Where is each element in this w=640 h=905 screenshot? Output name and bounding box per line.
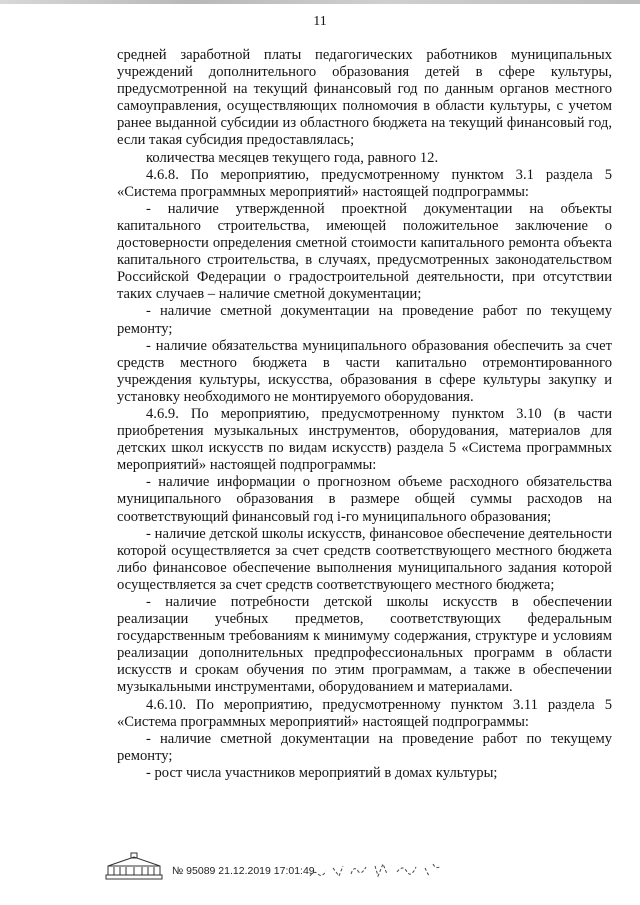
- paragraph: - наличие потребности детской школы искусств в обеспечении реализации учебных предметов, соответствующих федеральным государственным требованиям к минимуму содержания, структуре и условиям реализации дополнительных предпрофессиональных программ в области искусств и срокам обучения по этим программам, а также в обеспечении музыкальными инструментами, оборудованием и материалами.: [117, 594, 612, 696]
- paragraph: - наличие детской школы искусств, финансовое обеспечение деятельности которой осуществляется за счет средств соответствующего местного бюджета либо финансовое обеспечение выполнения муниципального задания которой осуществляется за счет средств соответствующего местного бюджета;: [117, 525, 612, 593]
- building-stamp-icon: [105, 852, 163, 880]
- paragraph: - наличие сметной документации на проведение работ по текущему ремонту;: [117, 303, 612, 337]
- paragraph: - наличие обязательства муниципального образования обеспечить за счет средств местного бюджета в части капитально отремонтированного учреждения культуры, искусства, образования в сфере культуры закупку и установку необходимого не монтируемого оборудования.: [117, 337, 612, 405]
- paragraph: - наличие информации о прогнозном объеме расходного обязательства муниципального образования в размере общей суммы расходов на соответствующий финансовый год i-го муниципального образования;: [117, 474, 612, 525]
- paragraph: количества месяцев текущего года, равного 12.: [146, 149, 439, 166]
- paragraph: - рост числа участников мероприятий в домах культуры;: [146, 764, 498, 781]
- document-registration-info: № 95089 21.12.2019 17:01:49: [172, 865, 315, 877]
- paragraph: 4.6.10. По мероприятию, предусмотренному пунктом 3.11 раздела 5 «Система программных мероприятий» настоящей подпрограммы:: [117, 696, 612, 730]
- page-number: 11: [313, 14, 327, 29]
- paragraph: средней заработной платы педагогических работников муниципальных учреждений дополнительного образования детей в сфере культуры, предусмотренной на текущий финансовый год по данным органов местного самоуправления, осуществляющих полномочия в области культуры, с учетом ранее выданной субсидии из областного бюджета на текущий финансовый год, если такая субсидия предоставлялась;: [117, 47, 612, 149]
- paragraph: 4.6.8. По мероприятию, предусмотренному пунктом 3.1 раздела 5 «Система программных мероприятий» настоящей подпрограммы:: [117, 166, 612, 200]
- paragraph: - наличие утвержденной проектной документации на объекты капитального строительства, имеющей положительное заключение о достоверности определения сметной стоимости капитального ремонта объекта капитального строительства, в случаях, предусмотренных законодательством Российской Федерации о градостроительной деятельности, при отсутствии таких случаев – наличие сметной документации;: [117, 200, 612, 303]
- scan-top-edge: [0, 0, 640, 4]
- document-body: [117, 47, 612, 782]
- paragraph: - наличие сметной документации на проведение работ по текущему ремонту;: [117, 730, 612, 764]
- page-footer: [105, 848, 625, 888]
- handwritten-signature-icon: [305, 854, 455, 884]
- paragraph: 4.6.9. По мероприятию, предусмотренному пунктом 3.10 (в части приобретения музыкальных инструментов, оборудования, материалов для детских школ искусств по видам искусств) раздела 5 «Система программных мероприятий» настоящей подпрограммы:: [117, 405, 612, 474]
